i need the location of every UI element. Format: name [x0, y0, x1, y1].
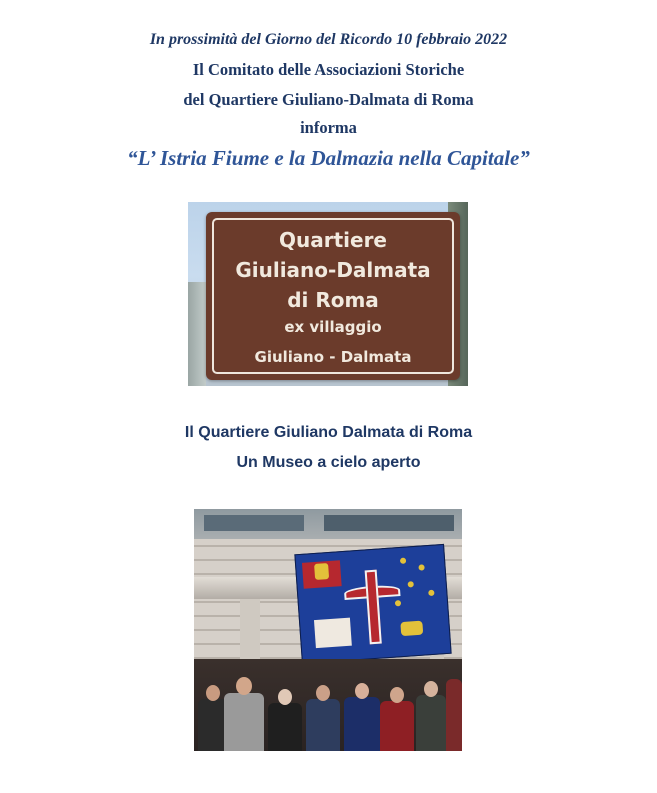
person-head: [355, 683, 369, 699]
person-head: [390, 687, 404, 703]
building-windows-right: [324, 515, 454, 531]
sign-text-line5: Giuliano - Dalmata: [254, 348, 412, 366]
istria-fiume-dalmatia-banner: [294, 544, 451, 664]
sign-text-line3: di Roma: [287, 288, 379, 312]
person-head: [236, 677, 252, 695]
section-tagline: Un Museo a cielo aperto: [236, 454, 421, 471]
person: [446, 679, 462, 751]
person: [416, 695, 446, 751]
background-foliage: [188, 282, 206, 386]
eagle-emblem-icon: [314, 563, 329, 580]
banner-star: [400, 558, 406, 564]
committee-line: Il Comitato delle Associazioni Storiche: [192, 60, 465, 79]
building-windows-left: [204, 515, 304, 531]
banner-star: [428, 590, 434, 596]
person-head: [424, 681, 438, 697]
person: [268, 703, 302, 751]
sign-text-line4: ex villaggio: [284, 318, 382, 336]
person: [344, 697, 380, 751]
street-sign-photo: [188, 202, 468, 386]
person-head: [316, 685, 330, 701]
person-head: [206, 685, 220, 701]
section-subtitle: Il Quartiere Giuliano Dalmata di Roma: [184, 424, 473, 441]
castle-emblem-icon: [314, 618, 352, 648]
crowd: [194, 659, 462, 751]
halberd-icon: [365, 570, 382, 645]
person: [306, 699, 340, 751]
person: [380, 701, 414, 751]
banner-star: [395, 600, 401, 606]
banner-star: [418, 564, 424, 570]
person: [224, 693, 264, 751]
crowd-banner-photo: [194, 509, 462, 751]
informs-line: informa: [300, 118, 357, 137]
sign-text-line2: Giuliano-Dalmata: [235, 258, 431, 282]
district-line: del Quartiere Giuliano-Dalmata di Roma: [183, 90, 474, 109]
building-top: [194, 509, 462, 539]
district-sign: [206, 212, 460, 380]
document-title: “L’ Istria Fiume e la Dalmazia nella Capitale”: [127, 146, 530, 170]
event-date-line: In prossimità del Giorno del Ricordo 10 febbraio 2022: [149, 31, 508, 48]
banner-star: [408, 581, 414, 587]
person-head: [278, 689, 292, 705]
sign-text-line1: Quartiere: [278, 228, 387, 252]
goat-emblem-icon: [400, 621, 423, 637]
